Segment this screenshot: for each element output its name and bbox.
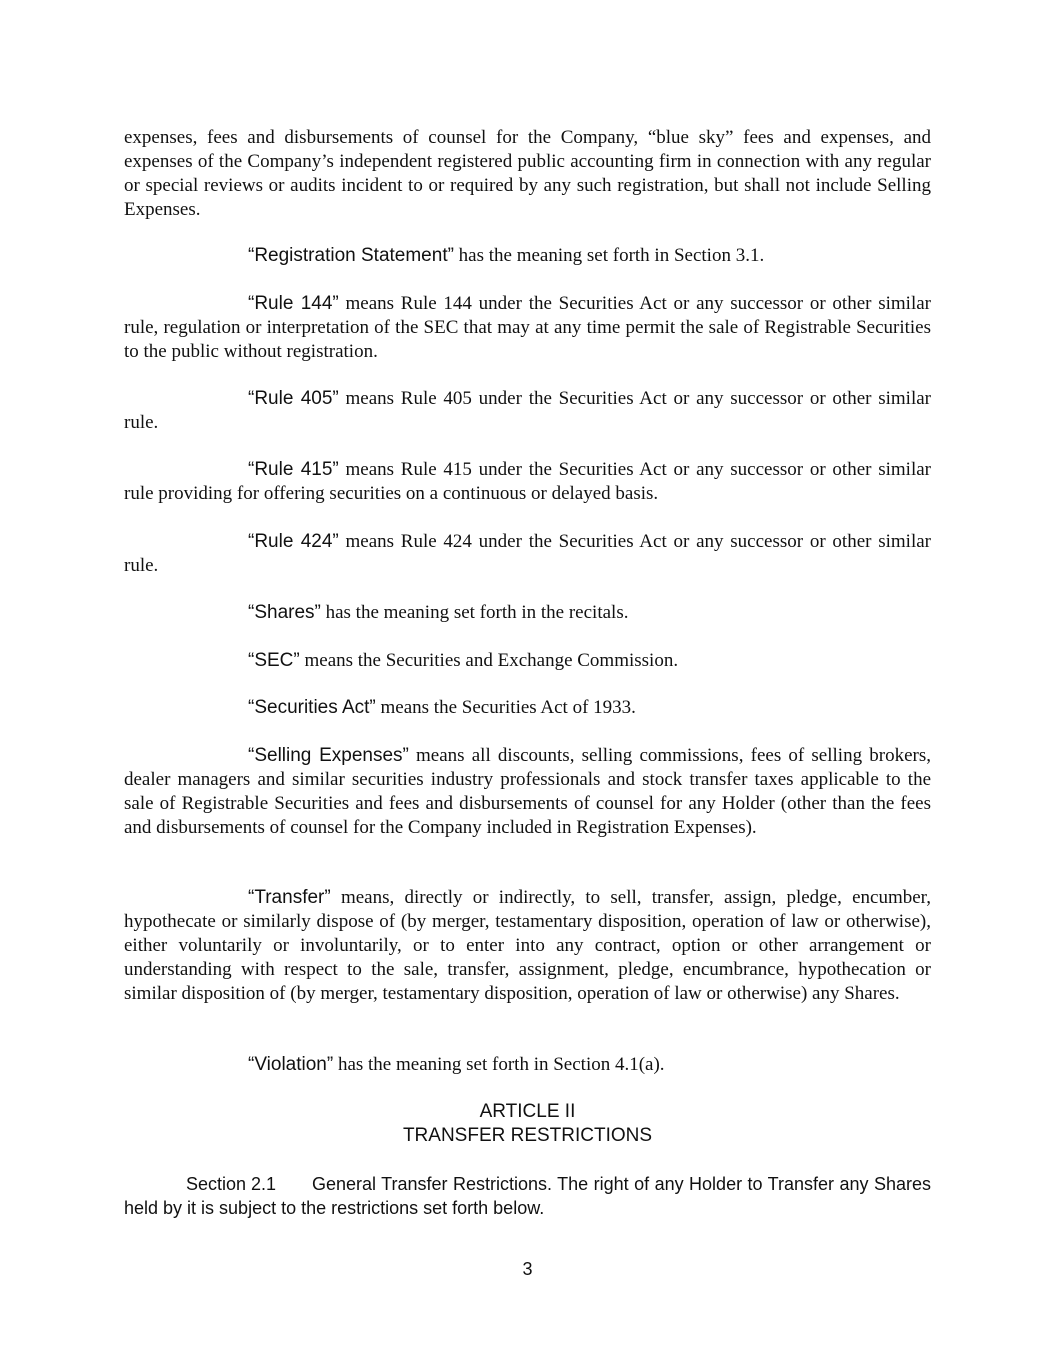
- definition-text: means all discounts, selling commissions, fees of selling brokers, dealer managers and similar securities industry professionals and stock transfer taxes applicable to the sale of Registrable Securities and fees and disbursements of counsel for any Holder (other than the fees and disbursements of counsel for the Company included in Registration Expenses).: [124, 745, 931, 838]
- paragraph-expenses-continuation: expenses, fees and disbursements of counsel for the Company, “blue sky” fees and expenses, and expenses of the Company’s independent registered public accounting firm in connection with any regular or special reviews or audits incident to or required by any such registration, but shall not include Selling Expenses.: [124, 127, 931, 220]
- term-selling-expenses: “Selling Expenses”: [248, 745, 409, 766]
- definition-text: means the Securities Act of 1933.: [375, 697, 636, 718]
- section-2-1: [124, 1172, 931, 1220]
- term-violation: “Violation”: [248, 1054, 334, 1075]
- article-number: ARTICLE II: [479, 1101, 576, 1122]
- definition-text: means Rule 415 under the Securities Act or any successor or other similar rule providing for offering securities on a continuous or delayed basis.: [124, 459, 931, 504]
- term-shares: “Shares”: [248, 602, 321, 623]
- definition-rule-144: [124, 292, 931, 364]
- definition-text: means, directly or indirectly, to sell, transfer, assign, pledge, encumber, hypothecate or similarly dispose of (by merger, testamentary disposition, operation of law or otherwise), either voluntarily or involuntarily, or to enter into any contract, option or other arrangement or understanding with respect to the sale, transfer, assignment, pledge, encumbrance, hypothecation or similar disposition of (by merger, testamentary disposition, operation of law or otherwise) any Shares.: [124, 887, 931, 1004]
- term-registration-statement: “Registration Statement”: [248, 245, 454, 266]
- definition-rule-424: [124, 530, 931, 578]
- definition-rule-405: [124, 387, 931, 435]
- article-heading: [124, 1100, 931, 1148]
- definition-text: means the Securities and Exchange Commission.: [299, 650, 679, 671]
- section-number: Section 2.1: [186, 1174, 277, 1194]
- definition-text: means Rule 405 under the Securities Act or any successor or other similar rule.: [124, 388, 931, 433]
- definition-securities-act: [124, 696, 931, 720]
- term-rule-144: “Rule 144”: [248, 293, 339, 314]
- definition-shares: [124, 601, 931, 625]
- definition-rule-415: [124, 458, 931, 506]
- term-sec: “SEC”: [248, 650, 300, 671]
- definition-text: has the meaning set forth in Section 4.1(a).: [333, 1054, 665, 1075]
- term-rule-415: “Rule 415”: [248, 459, 339, 480]
- term-rule-424: “Rule 424”: [248, 531, 339, 552]
- page-number: 3: [522, 1259, 533, 1279]
- definition-text: has the meaning set forth in Section 3.1.: [453, 245, 765, 266]
- term-transfer: “Transfer”: [248, 887, 331, 908]
- article-title: TRANSFER RESTRICTIONS: [402, 1125, 653, 1146]
- definition-selling-expenses: [124, 744, 931, 840]
- definition-registration-statement: [124, 244, 931, 268]
- section-heading: General Transfer Restrictions: [312, 1174, 548, 1194]
- definition-text: means Rule 424 under the Securities Act or any successor or other similar rule.: [124, 531, 931, 576]
- definition-sec: [124, 649, 931, 673]
- term-rule-405: “Rule 405”: [248, 388, 339, 409]
- term-securities-act: “Securities Act”: [248, 697, 376, 718]
- definition-text: means Rule 144 under the Securities Act or any successor or other similar rule, regulation or interpretation of the SEC that may at any time permit the sale of Registrable Securities to the public without registration.: [124, 293, 931, 362]
- definition-text: has the meaning set forth in the recitals.: [320, 602, 629, 623]
- definition-transfer: [124, 886, 931, 1006]
- section-text: . The right of any Holder to Transfer any Shares held by it is subject to the restrictions set forth below.: [124, 1174, 931, 1218]
- definition-violation: [124, 1053, 931, 1077]
